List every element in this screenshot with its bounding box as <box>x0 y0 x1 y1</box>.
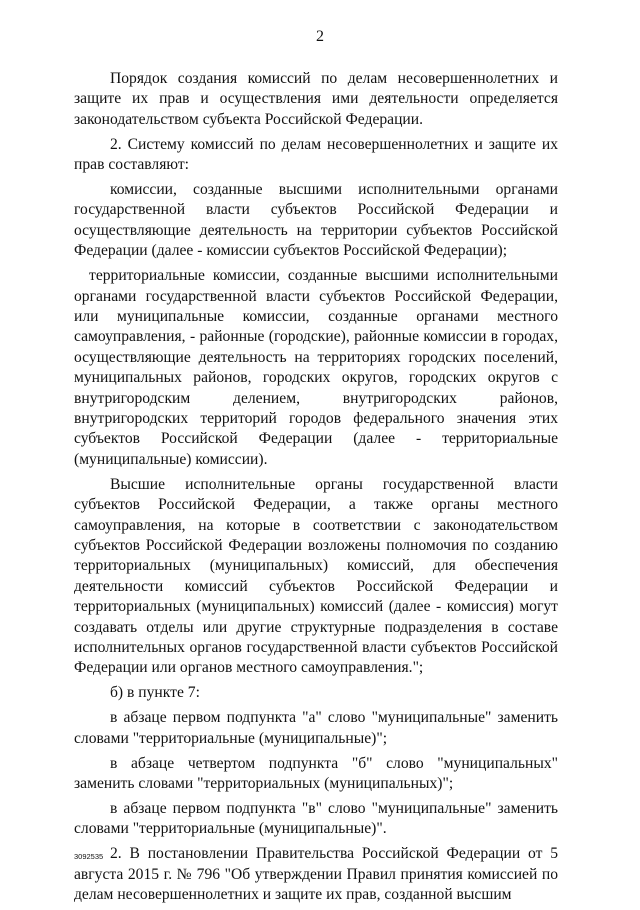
document-body <box>74 69 558 910</box>
paragraph-point-7: б) в пункте 7: <box>110 684 200 702</box>
paragraph-system-intro: 2. Систему комиссий по делам несовершеннолетних и защите их прав составляют: <box>74 135 558 174</box>
paragraph-subject-commissions: комиссии, созданные высшими исполнительными органами государственной власти субъектов Российской Федерации и осуществляющие деятельность на территории субъектов Российской Федерации (далее - комиссии субъектов Российской Федерации); <box>74 181 558 260</box>
document-code: 3092535 <box>74 852 104 861</box>
paragraph-subpoint-v: в абзаце первом подпункта "в" слово "муниципальные" заменить словами "территориальные (муниципальные)". <box>74 799 558 838</box>
paragraph-territorial-commissions: территориальные комиссии, созданные высшими исполнительными органами государственной власти субъектов Российской Федерации, или муниципальные комиссии, созданные органами местного самоуправления, - районные (городские), районные комиссии в городах, осуществляющие деятельность на территориях городских поселений, муниципальных районов, городских округов, городских округов с внутригородским делением, внутригородских районов, внутригородских территорий городов федерального значения этих субъектов Российской Федерации (далее - территориальные (муниципальные) комиссии). <box>74 267 558 468</box>
paragraph-subpoint-b: в абзаце четвертом подпункта "б" слово "муниципальных" заменить словами "территориальных (муниципальных)"; <box>74 754 558 792</box>
paragraph-procedure: Порядок создания комиссий по делам несовершеннолетних и защите их прав и осуществления ими деятельности определяется законодательством субъекта Российской Федерации. <box>74 70 558 128</box>
page-number: 2 <box>316 28 324 45</box>
paragraph-executive-bodies: Высшие исполнительные органы государственной власти субъектов Российской Федерации, а также органы местного самоуправления, на которые в соответствии с законодательством субъектов Российской Федерации возложены полномочия по созданию территориальных (муниципальных) комиссий, для обеспечения деятельности комиссий субъектов Российской Федерации и территориальных (муниципальных) комиссий (далее - комиссия) могут создавать отделы или другие структурные подразделения в составе исполнительных органов государственной власти субъектов Российской Федерации или органов местного самоуправления."; <box>74 475 558 677</box>
paragraph-resolution-796: 2. В постановлении Правительства Российской Федерации от 5 августа 2015 г. № 796 "Об утверждении Правил принятия комиссией по делам несовершеннолетних и защите их прав, созданной высшим <box>74 845 558 903</box>
paragraph-subpoint-a: в абзаце первом подпункта "а" слово "муниципальные" заменить словами "территориальные (муниципальные)"; <box>74 709 558 747</box>
